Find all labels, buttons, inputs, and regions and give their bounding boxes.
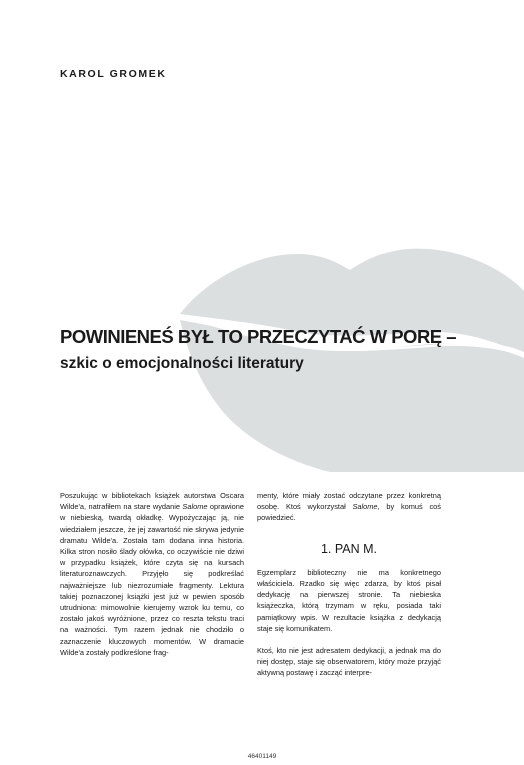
lips-illustration: [180, 236, 524, 472]
page-footer-code: 46401149: [247, 753, 277, 760]
author-name: KAROL GROMEK: [60, 68, 167, 80]
article-title: POWINIENEŚ BYŁ TO PRZECZYTAĆ W PORĘ –: [60, 326, 457, 347]
paragraph: Poszukując w bibliotekach książek autorstwa Oscara Wilde'a, natrafiłem na stare wydanie Salome oprawione w niebieską, twardą okładkę. Wypożyczając ją, nie wiedziałem jeszcze, że jej zawartość nie skrywa jedynie dramatu Wilde'a. Została tam dodana inna historia. Kilka stron nosiło ślady ołówka, co oczywiście nie dziwi w przypadku książek, które czyta się na kursach literaturoznawczych. Przyjęło się podkreślać najważniejsze lub niezrozumiałe fragmenty. Lektura takiej poznaczonej książki jest już w pewien sposób utrudniona: mimowolnie kierujemy wzrok ku temu, co zostało jakoś wyróżnione, przez co reszta tekstu traci na ważności. Tym razem jednak nie chodziło o zaznaczenie kluczowych momentów. W dramacie Wilde'a zostały podkreślone frag-: [60, 491, 244, 657]
right-text-column: [257, 490, 441, 679]
paragraph: Ktoś, kto nie jest adresatem dedykacji, a jednak ma do niej dostęp, staje się obserwatorem, który może przyjąć aktywną postawę i zacząć interpre-: [257, 646, 441, 678]
book-title: Salome: [352, 502, 378, 512]
paragraph: Egzemplarz biblioteczny nie ma konkretnego właściciela. Rzadko się więc zdarza, by ktoś pisał dedykację na pierwszej stronie. Ta niebieska książeczka, którą trzymam w ręku, posiada taki pamiątkowy wpis. W rezultacie książka z dedykacją staje się komunikatem.: [257, 567, 441, 633]
section-heading: 1. PAN M.: [320, 541, 378, 556]
left-text-column: [60, 490, 244, 658]
paragraph: menty, które miały zostać odczytane przez konkretną osobę. Ktoś wykorzystał Salome, by komuś coś powiedzieć.: [257, 491, 441, 523]
book-title: Salome: [182, 502, 208, 512]
article-subtitle: szkic o emocjonalności literatury: [60, 355, 304, 372]
